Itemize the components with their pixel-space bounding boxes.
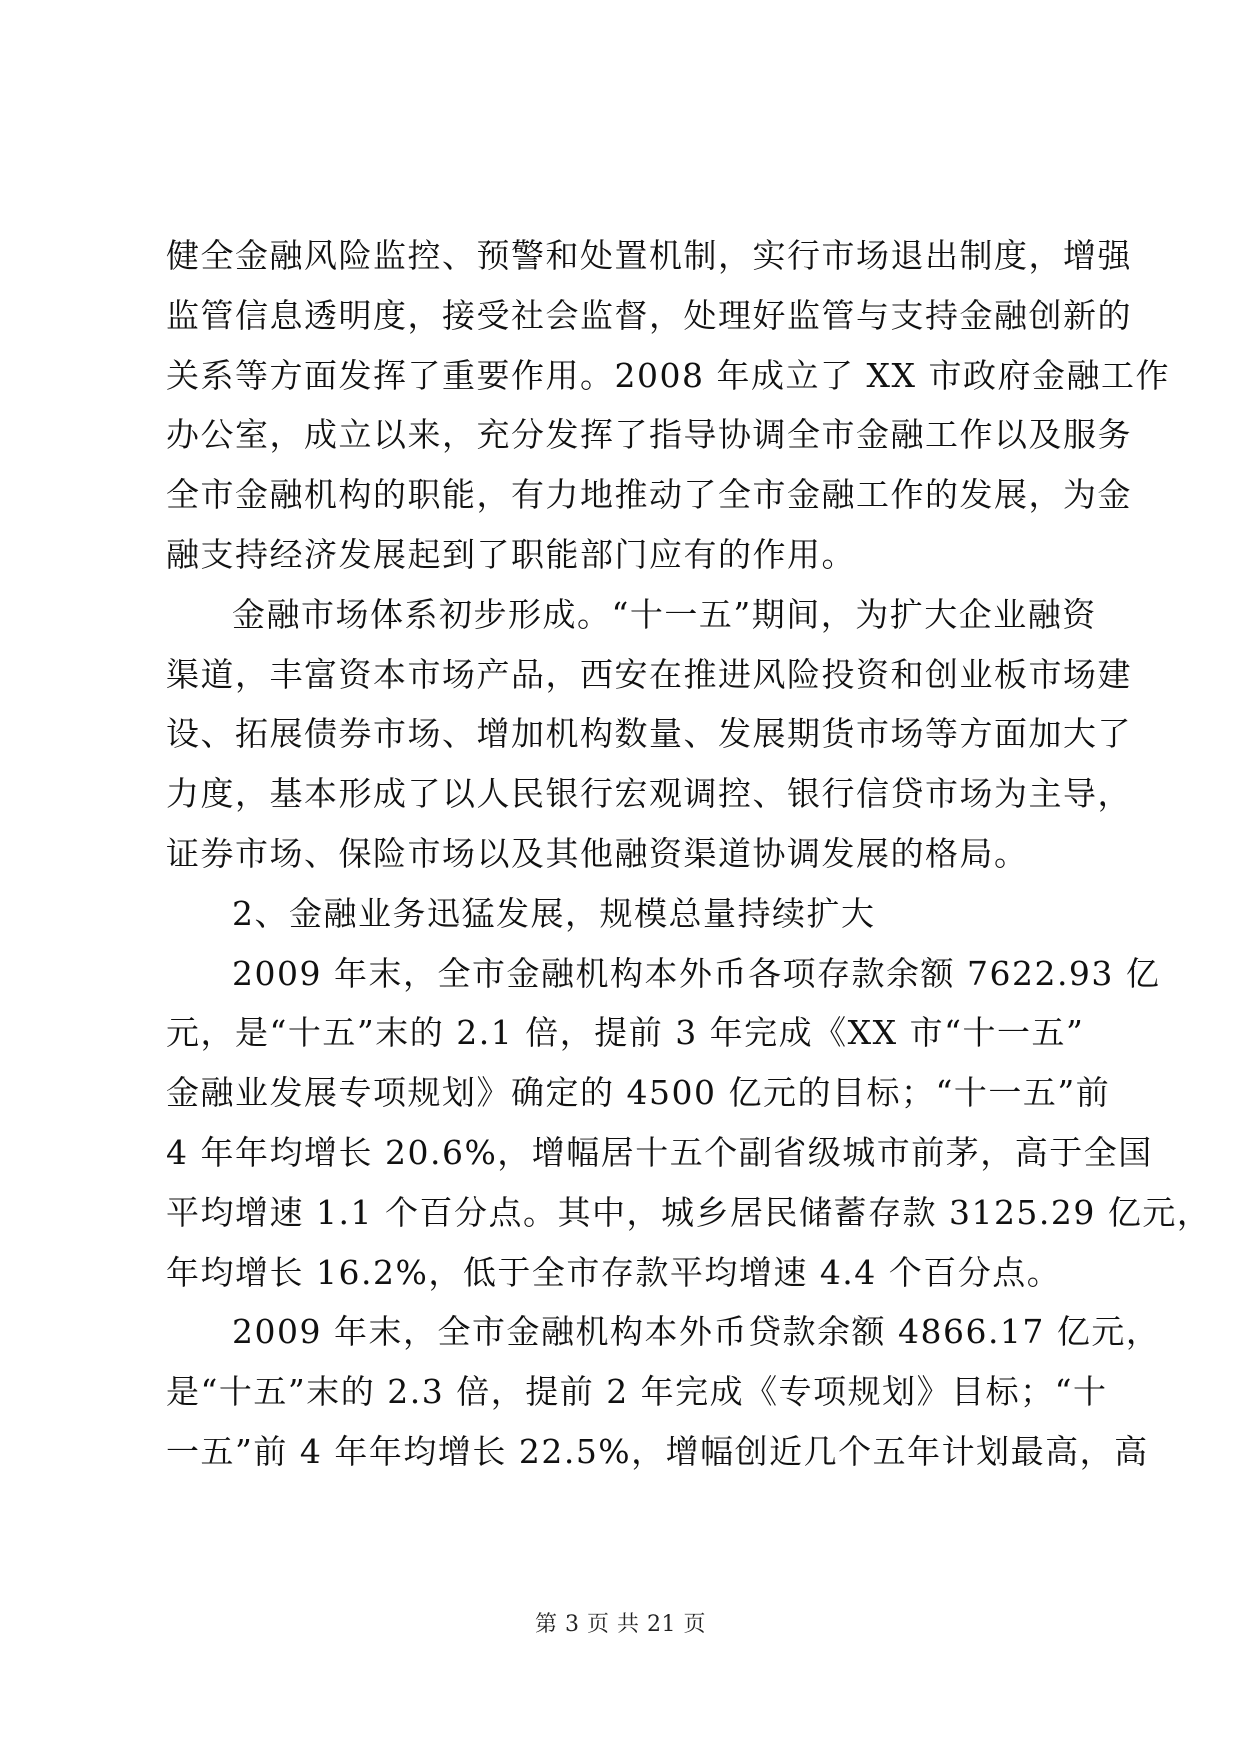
text-line: 元，是“十五”末的 2.1 倍，提前 3 年完成《XX 市“十一五”	[166, 1013, 1085, 1053]
document-body	[166, 226, 1212, 1482]
text-line: 渠道，丰富资本市场产品，西安在推进风险投资和创业板市场建	[166, 654, 1132, 694]
paragraph-start-line: 2009 年末，全市金融机构本外币贷款余额 4866.17 亿元，	[232, 1312, 1161, 1352]
section-heading: 2、金融业务迅猛发展，规模总量持续扩大	[232, 893, 876, 933]
text-line: 4 年年均增长 20.6%，增幅居十五个副省级城市前茅，高于全国	[166, 1132, 1153, 1172]
text-line: 证券市场、保险市场以及其他融资渠道协调发展的格局。	[166, 833, 1029, 873]
text-line: 平均增速 1.1 个百分点。其中，城乡居民储蓄存款 3125.29 亿元，	[166, 1192, 1212, 1232]
text-line: 年均增长 16.2%，低于全市存款平均增速 4.4 个百分点。	[166, 1252, 1062, 1292]
text-line: 力度，基本形成了以人民银行宏观调控、银行信贷市场为主导，	[166, 774, 1132, 814]
text-line: 健全金融风险监控、预警和处置机制，实行市场退出制度，增强	[166, 236, 1132, 275]
text-line: 设、拓展债券市场、增加机构数量、发展期货市场等方面加大了	[166, 714, 1132, 754]
text-line: 是“十五”末的 2.3 倍，提前 2 年完成《专项规划》目标；“十	[166, 1372, 1108, 1412]
text-line: 金融业发展专项规划》确定的 4500 亿元的目标；“十一五”前	[166, 1073, 1111, 1113]
text-line: 关系等方面发挥了重要作用。2008 年成立了 XX 市政府金融工作	[166, 355, 1170, 395]
page-number-footer: 第 3 页 共 21 页	[535, 1612, 706, 1637]
text-line: 一五”前 4 年年均增长 22.5%，增幅创近几个五年计划最高，高	[166, 1431, 1149, 1471]
text-line: 全市金融机构的职能，有力地推动了全市金融工作的发展，为金	[166, 475, 1132, 515]
text-line: 监管信息透明度，接受社会监督，处理好监管与支持金融创新的	[166, 295, 1132, 335]
text-line: 办公室，成立以来，充分发挥了指导协调全市金融工作以及服务	[166, 415, 1132, 455]
paragraph-start-line: 2009 年末，全市金融机构本外币各项存款余额 7622.93 亿	[232, 953, 1161, 993]
paragraph-start-line: 金融市场体系初步形成。“十一五”期间，为扩大企业融资	[232, 594, 1097, 634]
text-line: 融支持经济发展起到了职能部门应有的作用。	[166, 534, 856, 574]
